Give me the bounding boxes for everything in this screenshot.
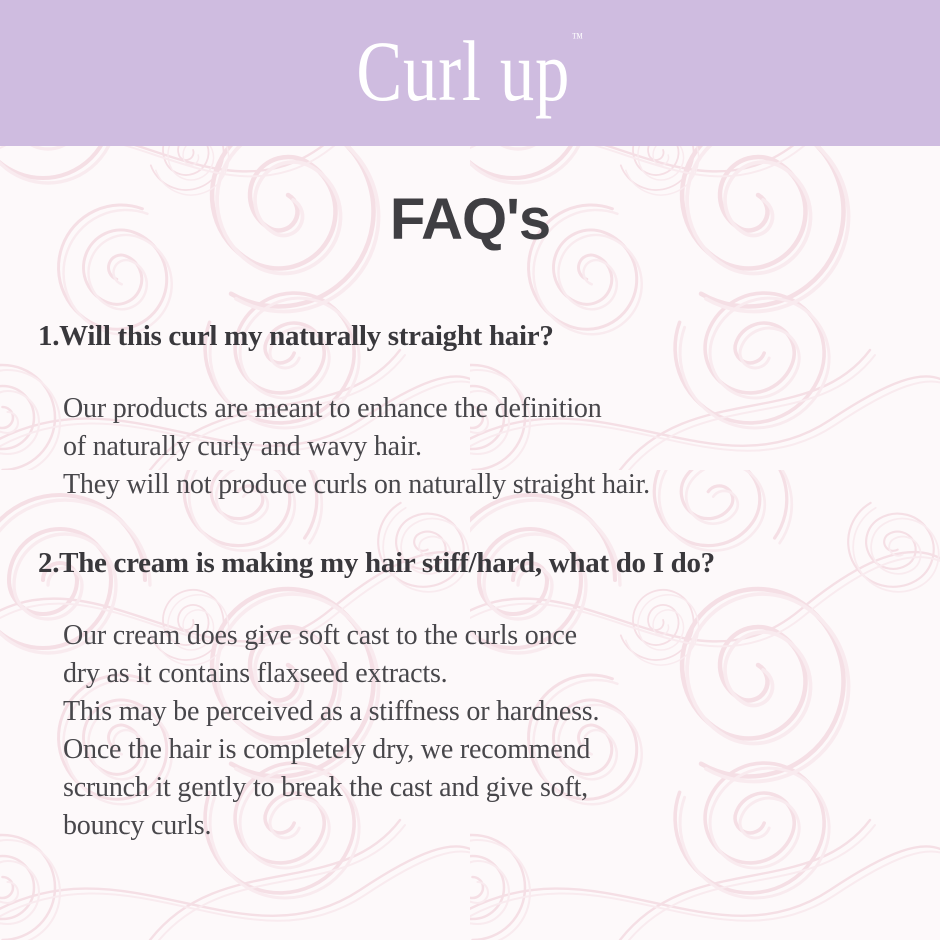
answer-text — [63, 390, 650, 504]
answer-line: bouncy curls. — [63, 810, 212, 841]
answer-line: They will not produce curls on naturally straight hair. — [63, 469, 650, 500]
answer-line: scrunch it gently to break the cast and give soft, — [63, 772, 588, 803]
brand-header-band — [0, 0, 940, 146]
trademark-mark: ™ — [572, 31, 584, 46]
answer-line: This may be perceived as a stiffness or hardness. — [63, 696, 600, 727]
page-title: FAQ's — [389, 187, 551, 252]
brand-logo — [356, 23, 584, 119]
question-text: 1.Will this curl my naturally straight hair? — [38, 320, 554, 352]
answer-line: Our cream does give soft cast to the curls once — [63, 620, 577, 651]
brand-logo-text: Curl up — [356, 23, 571, 119]
answer-line: dry as it contains flaxseed extracts. — [63, 658, 448, 689]
answer-line: Once the hair is completely dry, we recommend — [63, 734, 591, 765]
answer-line: of naturally curly and wavy hair. — [63, 431, 422, 462]
answer-text — [63, 617, 599, 845]
answer-line: Our products are meant to enhance the definition — [63, 393, 602, 424]
question-text: 2.The cream is making my hair stiff/hard, what do I do? — [38, 547, 715, 579]
